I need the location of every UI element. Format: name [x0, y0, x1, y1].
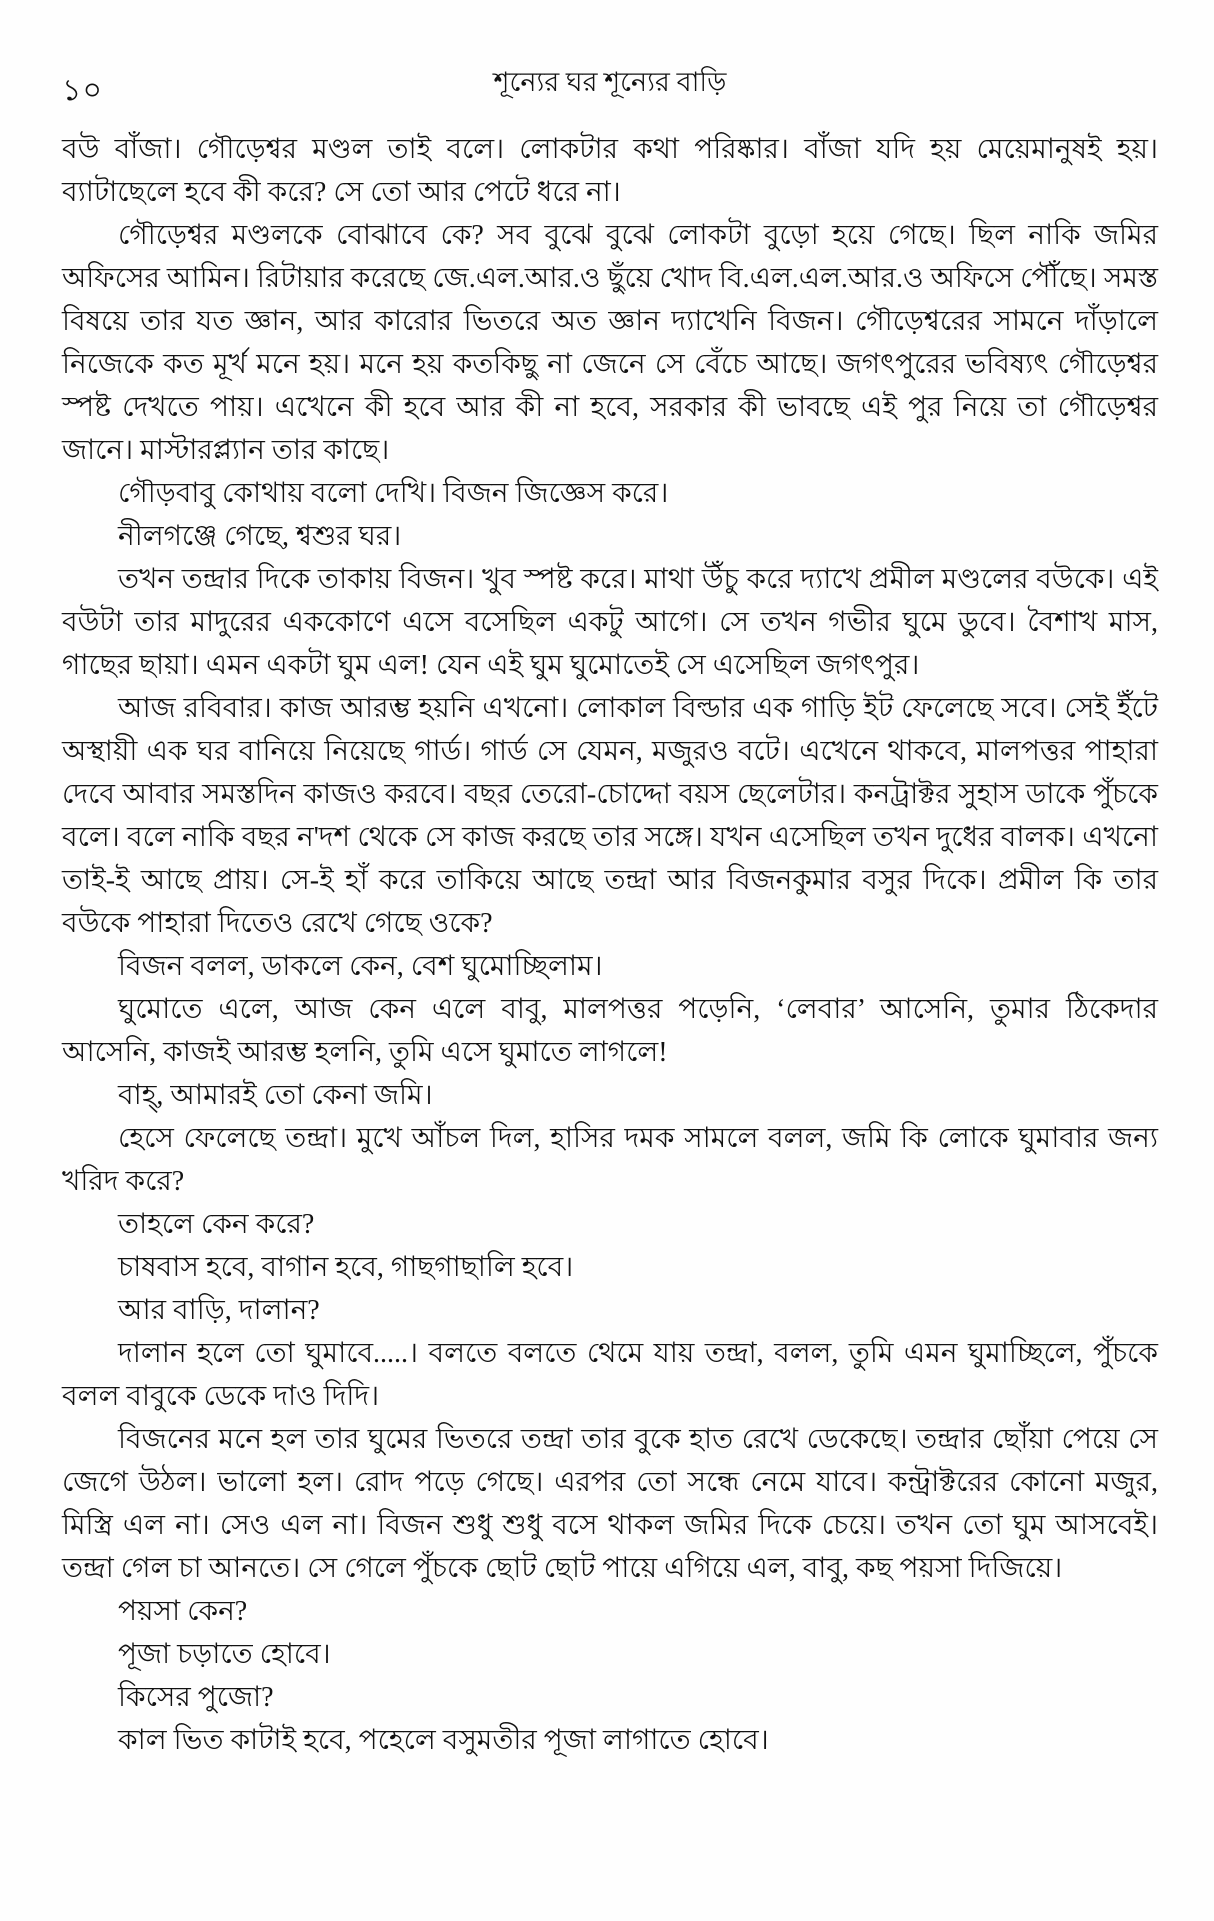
paragraph: পূজা চড়াতে হোবে।	[118, 1639, 331, 1670]
paragraph: কাল ভিত কাটাই হবে, পহেলে বসুমতীর পূজা লাগাতে হোবে।	[118, 1725, 769, 1756]
paragraph: কিসের পুজো?	[118, 1682, 274, 1713]
paragraph: বিজনের মনে হল তার ঘুমের ভিতরে তন্দ্রা তার বুকে হাত রেখে ডেকেছে। তন্দ্রার ছোঁয়া পেয়ে সে জেগে উঠল। ভালো হল। রোদ পড়ে গেছে। এরপর তো সন্ধে নেমে যাবে। কন্ট্রাক্টরের কোনো মজুর, মিস্ত্রি এল না। সেও এল না। বিজন শুধু শুধু বসে থাকল জমির দিকে চেয়ে। তখন তো ঘুম আসবেই। তন্দ্রা গেল চা আনতে। সে গেলে পুঁচকে ছোট ছোট পায়ে এগিয়ে এল, বাবু, কছ পয়সা দিজিয়ে।	[62, 1424, 1158, 1584]
running-title: শূন্যের ঘর শূন্যের বাড়ি	[493, 67, 727, 97]
paragraph: পয়সা কেন?	[118, 1596, 248, 1627]
paragraph: গৌড়বাবু কোথায় বলো দেখি। বিজন জিজ্ঞেস করে।	[118, 478, 669, 509]
paragraph: তখন তন্দ্রার দিকে তাকায় বিজন। খুব স্পষ্ট করে। মাথা উঁচু করে দ্যাখে প্রমীল মণ্ডলের বউকে। এই বউটা তার মাদুরের এককোণে এসে বসেছিল একটু আগে। সে তখন গভীর ঘুমে ডুবে। বৈশাখ মাস, গাছের ছায়া। এমন একটা ঘুম এল! যেন এই ঘুম ঘুমোতেই সে এসেছিল জগৎপুর।	[62, 564, 1158, 681]
paragraph: ঘুমোতে এলে, আজ কেন এলে বাবু, মালপত্তর পড়েনি, ‘লেবার’ আসেনি, তুমার ঠিকেদার আসেনি, কাজই আরম্ভ হলনি, তুমি এসে ঘুমাতে লাগলে!	[62, 994, 1158, 1068]
paragraph: আজ রবিবার। কাজ আরম্ভ হয়নি এখনো। লোকাল বিল্ডার এক গাড়ি ইট ফেলেছে সবে। সেই ইঁটে অস্থায়ী এক ঘর বানিয়ে নিয়েছে গার্ড। গার্ড সে যেমন, মজুরও বটে। এখেনে থাকবে, মালপত্তর পাহারা দেবে আবার সমস্তদিন কাজও করবে। বছর তেরো-চোদ্দো বয়স ছেলেটার। কনট্রাক্টর সুহাস ডাকে পুঁচকে বলে। বলে নাকি বছর ন'দশ থেকে সে কাজ করছে তার সঙ্গে। যখন এসেছিল তখন দুধের বালক। এখনো তাই-ই আছে প্রায়। সে-ই হাঁ করে তাকিয়ে আছে তন্দ্রা আর বিজনকুমার বসুর দিকে। প্রমীল কি তার বউকে পাহারা দিতেও রেখে গেছে ওকে?	[62, 693, 1158, 939]
paragraph: নীলগঞ্জে গেছে, শ্বশুর ঘর।	[118, 521, 402, 552]
paragraph: হেসে ফেলেছে তন্দ্রা। মুখে আঁচল দিল, হাসির দমক সামলে বলল, জমি কি লোকে ঘুমাবার জন্য খরিদ করে?	[62, 1123, 1158, 1197]
paragraph: দালান হলে তো ঘুমাবে.....। বলতে বলতে থেমে যায় তন্দ্রা, বলল, তুমি এমন ঘুমাচ্ছিলে, পুঁচকে বলল বাবুকে ডেকে দাও দিদি।	[62, 1338, 1158, 1412]
paragraph: তাহলে কেন করে?	[118, 1209, 315, 1240]
paragraph: গৌড়েশ্বর মণ্ডলকে বোঝাবে কে? সব বুঝে বুঝে লোকটা বুড়ো হয়ে গেছে। ছিল নাকি জমির অফিসের আমিন। রিটায়ার করেছে জে.এল.আর.ও ছুঁয়ে খোদ বি.এল.এল.আর.ও অফিসে পৌঁছে। সমস্ত বিষয়ে তার যত জ্ঞান, আর কারোর ভিতরে অত জ্ঞান দ্যাখেনি বিজন। গৌড়েশ্বরের সামনে দাঁড়ালে নিজেকে কত মূর্খ মনে হয়। মনে হয় কতকিছু না জেনে সে বেঁচে আছে। জগৎপুরের ভবিষ্যৎ গৌড়েশ্বর স্পষ্ট দেখতে পায়। এখেনে কী হবে আর কী না হবে, সরকার কী ভাবছে এই পুর নিয়ে তা গৌড়েশ্বর জানে। মাস্টারপ্ল্যান তার কাছে।	[62, 220, 1158, 466]
page-body-text	[62, 128, 1158, 1762]
paragraph: বাহ্, আমারই তো কেনা জমি।	[118, 1080, 433, 1111]
page-header	[62, 52, 1158, 110]
paragraph: চাষবাস হবে, বাগান হবে, গাছগাছালি হবে।	[118, 1252, 574, 1283]
paragraph: আর বাড়ি, দালান?	[118, 1295, 320, 1326]
paragraph: বিজন বলল, ডাকলে কেন, বেশ ঘুমোচ্ছিলাম।	[118, 951, 603, 982]
page-number: ১০	[62, 74, 103, 107]
paragraph: বউ বাঁজা। গৌড়েশ্বর মণ্ডল তাই বলে। লোকটার কথা পরিষ্কার। বাঁজা যদি হয় মেয়েমানুষই হয়। ব্যাটাছেলে হবে কী করে? সে তো আর পেটে ধরে না।	[62, 134, 1158, 208]
